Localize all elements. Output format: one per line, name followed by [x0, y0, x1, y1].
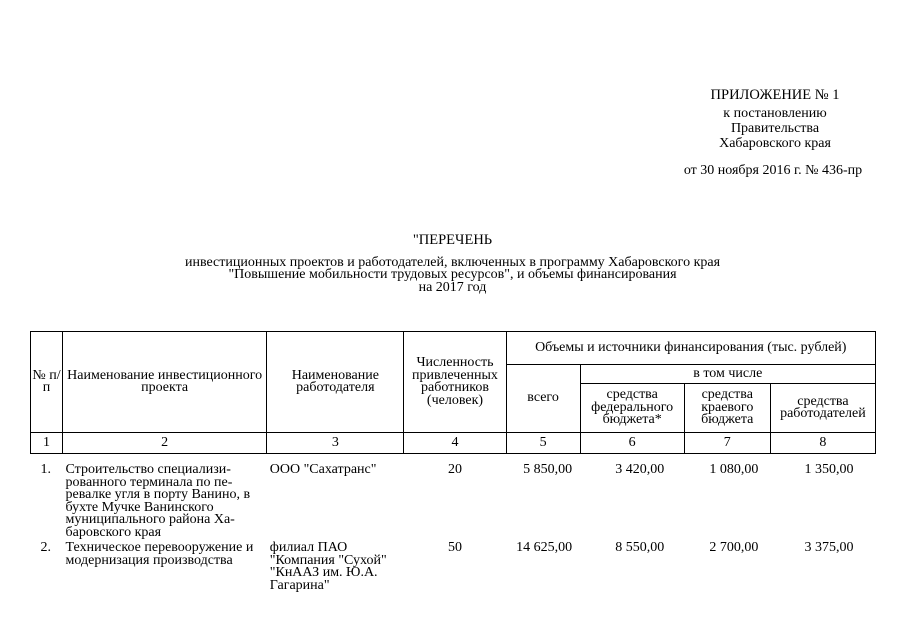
- header-num: № п/п: [31, 332, 63, 433]
- document-heading: [0, 234, 905, 294]
- column-number: 3: [267, 433, 404, 454]
- column-number: 2: [63, 433, 267, 454]
- row-regional: 1 080,00: [709, 462, 759, 477]
- heading-title: "ПЕРЕЧЕНЬ: [412, 232, 493, 248]
- header-project: Наименование инвестиционного проекта: [63, 332, 267, 433]
- header-regional: средства краевого бюджета: [684, 384, 770, 433]
- row-workers: 50: [447, 540, 462, 555]
- appendix-title: ПРИЛОЖЕНИЕ № 1: [710, 87, 840, 103]
- row-employer: ООО "Сахатранс": [269, 462, 377, 477]
- row-num: 1.: [40, 462, 51, 477]
- header-including: в том числе: [580, 365, 875, 384]
- appendix-line-3: Хабаровского края: [719, 136, 831, 151]
- column-number: 7: [684, 433, 770, 454]
- table-row: [31, 542, 876, 595]
- row-num: 2.: [40, 540, 51, 555]
- header-federal: средства федерального бюджета*: [580, 384, 684, 433]
- appendix-line-1: к постановлению: [723, 106, 827, 121]
- row-federal: 3 420,00: [615, 462, 665, 477]
- header-total: всего: [506, 365, 580, 433]
- table-row: [31, 464, 876, 542]
- financing-table: [30, 331, 876, 595]
- row-total: 5 850,00: [523, 462, 573, 477]
- row-employer: филиал ПАО "Компания "Сухой" "КнААЗ им. Ю.А. Гагарина": [269, 540, 387, 593]
- appendix-date: от 30 ноября 2016 г. № 436-пр: [683, 163, 863, 178]
- row-total: 14 625,00: [516, 540, 573, 555]
- row-project: Техническое перевооружение и модернизация производства: [65, 540, 254, 568]
- row-employers-funds: 1 350,00: [804, 462, 854, 477]
- column-number: 1: [31, 433, 63, 454]
- heading-line-1: инвестиционных проектов и работодателей, включенных в программу Хабаровского края: [184, 254, 721, 270]
- header-financing: Объемы и источники финансирования (тыс. рублей): [506, 332, 875, 365]
- column-number: 6: [580, 433, 684, 454]
- row-employers-funds: 3 375,00: [804, 540, 854, 555]
- header-workers: Численность привлеченных работников (человек): [404, 332, 506, 433]
- column-number: 8: [770, 433, 875, 454]
- appendix-line-2: Правительства: [730, 121, 820, 136]
- heading-line-3: на 2017 год: [418, 279, 487, 295]
- row-regional: 2 700,00: [709, 540, 759, 555]
- heading-line-2: "Повышение мобильности трудовых ресурсов", и объемы финансирования: [228, 267, 677, 282]
- header-employer: Наименование работодателя: [267, 332, 404, 433]
- column-number: 4: [404, 433, 506, 454]
- column-number: 5: [506, 433, 580, 454]
- header-employers-funds: средства работодателей: [770, 384, 875, 433]
- row-federal: 8 550,00: [615, 540, 665, 555]
- appendix-block: [620, 88, 905, 178]
- row-workers: 20: [447, 462, 462, 477]
- row-project: Строительство специализи-рованного терминала по пе-ревалке угля в порту Ванино, в бухте Мучке Ванинского муниципального района Ха-баровского края: [65, 462, 251, 540]
